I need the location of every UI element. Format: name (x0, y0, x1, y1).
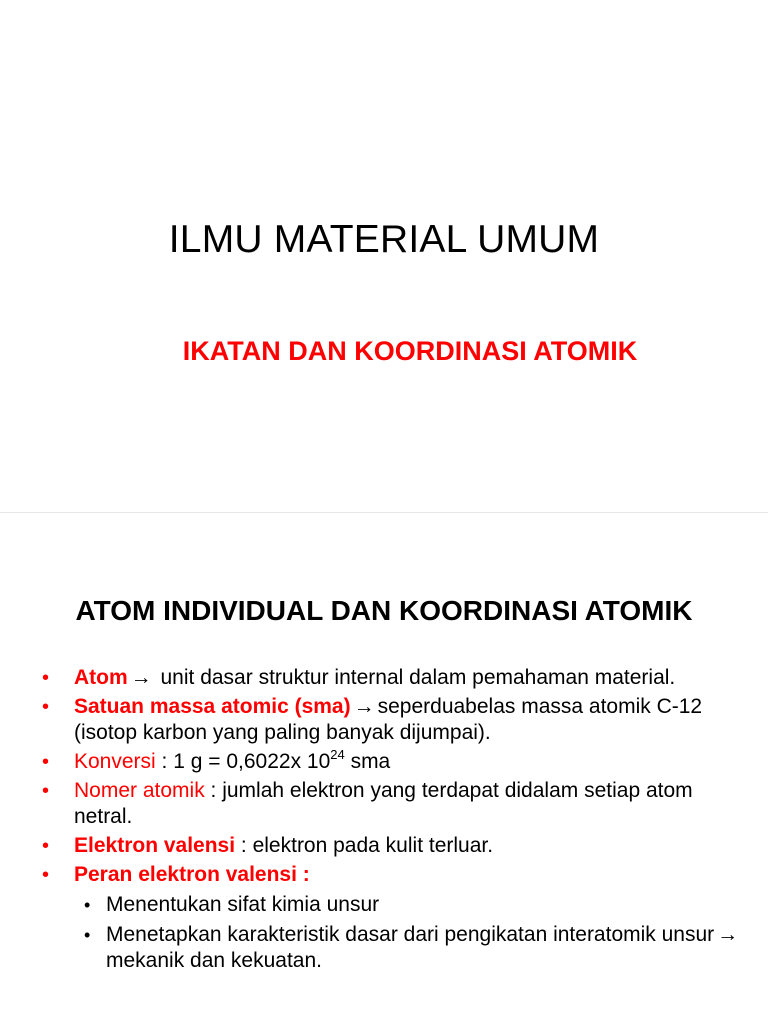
bullet-icon: • (42, 780, 50, 802)
bullet-icon: • (42, 696, 50, 718)
term-atom: Atom (74, 666, 128, 689)
arrow-right-icon: → (130, 666, 152, 689)
section-heading: ATOM INDIVIDUAL DAN KOORDINASI ATOMIK (75, 595, 693, 626)
sub-list-item-sifat-kimia (74, 892, 742, 918)
list-item-peran-elektron-valensi (42, 862, 742, 974)
list-item-atom (42, 665, 742, 691)
term-konversi: Konversi (74, 750, 156, 773)
arrow-right-icon: → (353, 695, 375, 718)
list-item-elektron-valensi (42, 833, 742, 859)
term-elektron-valensi: Elektron valensi (74, 834, 236, 857)
exponent: 24 (330, 747, 345, 762)
bullet-icon: • (42, 835, 50, 857)
bullet-icon: • (84, 895, 91, 915)
definition-elektron-valensi: : elektron pada kulit terluar. (235, 834, 494, 857)
sub-list-item-karakteristik (74, 922, 742, 974)
bullet-icon: • (42, 864, 50, 886)
term-sma: Satuan massa atomic (sma) (74, 695, 351, 718)
bullet-icon: • (42, 667, 50, 689)
definition-konversi-unit: sma (344, 750, 391, 773)
definition-nomer-atomik: : jumlah elektron yang terdapat didalam setiap atom netral. (74, 779, 693, 828)
bullet-list (42, 665, 742, 978)
bullet-icon: • (42, 751, 50, 773)
term-nomer-atomik: Nomer atomik (74, 779, 205, 802)
list-item-nomer-atomik (42, 778, 742, 830)
sub-bullet-list (74, 892, 742, 974)
sub-item-text: Menentukan sifat kimia unsur (106, 893, 380, 916)
sub-item-text-after: mekanik dan kekuatan. (106, 949, 322, 972)
sub-item-text: Menetapkan karakteristik dasar dari pengikatan interatomik unsur (106, 923, 715, 946)
definition-sma: seperduabelas massa atomik C-12 (isotop karbon yang paling banyak dijumpai). (74, 695, 703, 744)
content-slide (0, 512, 768, 1024)
main-title: ILMU MATERIAL UMUM (168, 218, 600, 261)
list-item-konversi (42, 749, 742, 775)
definition-peran-colon: : (296, 863, 310, 886)
arrow-right-icon: → (717, 923, 739, 946)
bullet-icon: • (84, 925, 91, 945)
subtitle: IKATAN DAN KOORDINASI ATOMIK (182, 336, 638, 366)
definition-konversi: : 1 g = 0,6022x 10 (155, 750, 331, 773)
list-item-sma (42, 694, 742, 746)
term-peran-elektron-valensi: Peran elektron valensi (74, 863, 297, 886)
definition-atom: unit dasar struktur internal dalam pemahaman material. (154, 666, 676, 689)
